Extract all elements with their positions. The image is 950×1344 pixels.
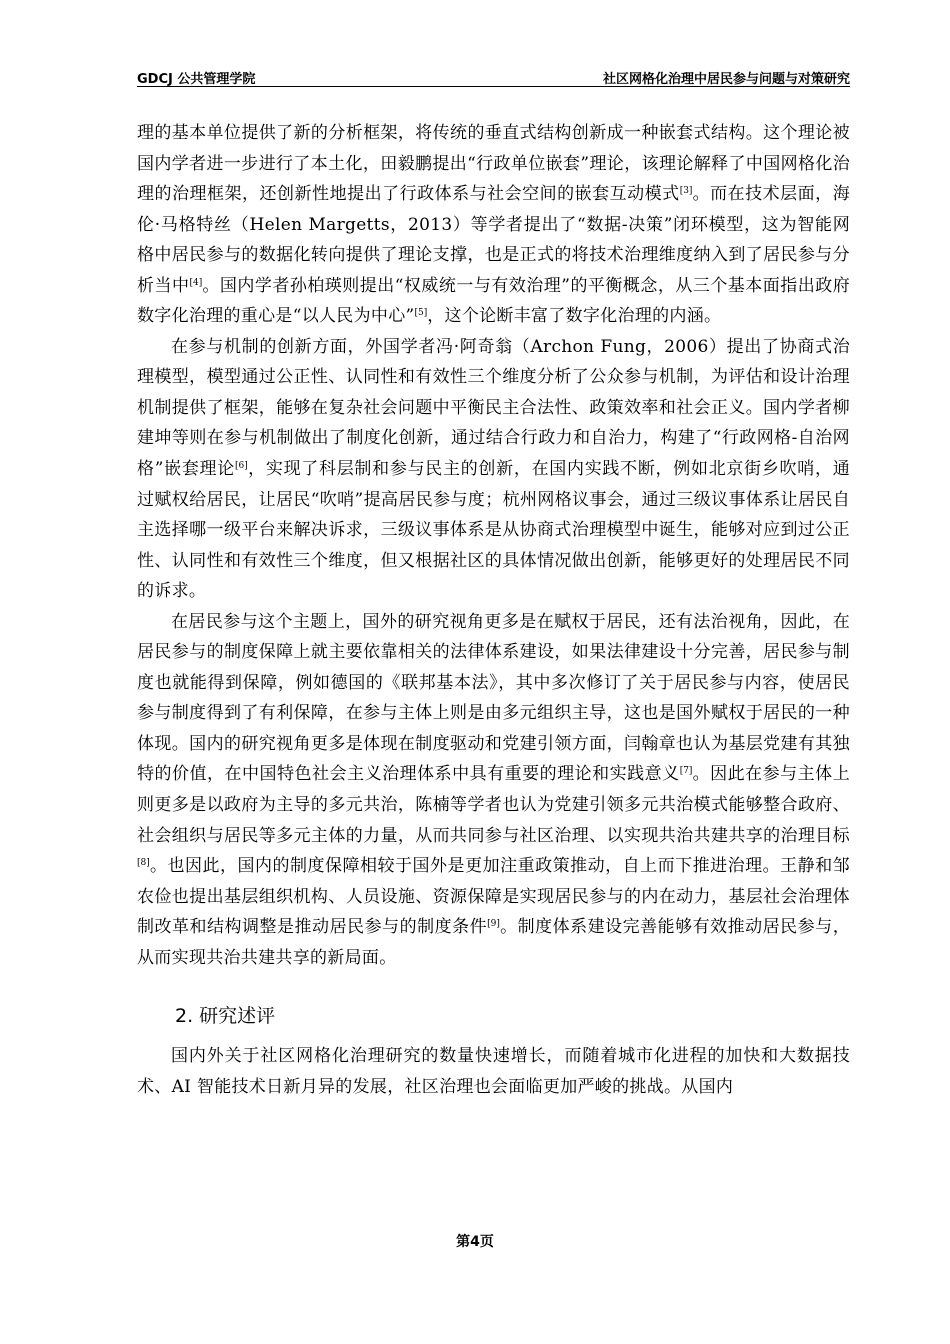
header-institution: GDCJ 公共管理学院 [137, 72, 256, 87]
paragraph-text: 在居民参与这个主题上，国外的研究视角更多是在赋权于居民，还有法治视角，因此，在居民参与的制度保障上就主要依靠相关的法律体系建设，如果法律建设十分完善，居民参与制度也就能得到保障，例如德国的《联邦基本法》，其中多次修订了关于居民参与内容，使居民参与制度得到了有利保障，在参与主体上则是由多元组织主导，这也是国外赋权于居民的一种体现。国内的研究视角更多是体现在制度驱动和党建引领方面，闫翰章也认为基层党建有其独特的价值，在中国特色社会主义治理体系中具有重要的理论和实践意义 [137, 611, 850, 785]
paragraph-text: 。也因此，国内的制度保障相较于国外是更加注重政策推动，自上而下推进治理。王静和邹农俭也提出基层组织机构、人员设施、资源保障是实现居民参与的内在动力，基层社会治理体制改革和结构调整是推动居民参与的制度条件 [137, 856, 850, 938]
citation-ref: [4] [189, 277, 203, 288]
paragraph-4 [137, 1041, 850, 1102]
paragraph-text: ，这个论断丰富了数字化治理的内涵。 [427, 306, 722, 327]
paragraph-text: 。制度体系建设完善能够有效推动居民参与，从而实现共治共建共享的新局面。 [137, 917, 850, 968]
section-heading: 2. 研究述评 [175, 1005, 276, 1028]
citation-ref: [6] [234, 461, 248, 472]
citation-ref: [9] [487, 919, 500, 930]
header-paper-title: 社区网格化治理中居民参与问题与对策研究 [602, 72, 850, 87]
body-text [137, 118, 850, 1102]
page-header [137, 70, 850, 87]
paragraph-1 [137, 118, 850, 332]
citation-ref: [3] [679, 186, 693, 197]
paragraph-text: 。因此在参与主体上则更多是以政府为主导的多元共治，陈楠等学者也认为党建引领多元共治模式能够整合政府、社会组织与居民等多元主体的力量，从而共同参与社区治理、以实现共治共建共享的治理目标 [137, 764, 850, 846]
citation-ref: [7] [679, 766, 693, 777]
paragraph-text: 国内外关于社区网格化治理研究的数量快速增长，而随着城市化进程的加快和大数据技术、AI 智能技术日新月异的发展，社区治理也会面临更加严峻的挑战。从国内 [137, 1046, 850, 1097]
paragraph-text: 理的基本单位提供了新的分析框架，将传统的垂直式结构创新成一种嵌套式结构。这个理论被国内学者进一步进行了本土化，田毅鹏提出“行政单位嵌套”理论，该理论解释了中国网格化治理的治理框架，还创新性地提出了行政体系与社会空间的嵌套互动模式 [137, 123, 850, 205]
paragraph-3 [137, 607, 850, 974]
citation-ref: [8] [137, 858, 150, 869]
paragraph-2 [137, 332, 850, 607]
page-number: 第4页 [456, 1234, 494, 1250]
paragraph-text: ，实现了科层制和参与民主的创新，在国内实践不断，例如北京街乡吹哨，通过赋权给居民，让居民“吹哨”提高居民参与度；杭州网格议事会，通过三级议事体系让居民自主选择哪一级平台来解决诉求，三级议事体系是从协商式治理模型中诞生，能够对应到过公正性、认同性和有效性三个维度，但又根据社区的具体情况做出创新，能够更好的处理居民不同的诉求。 [137, 459, 850, 602]
citation-ref: [5] [414, 308, 428, 319]
paragraph-text: 在参与机制的创新方面，外国学者冯·阿奇翁（Archon Fung，2006）提出了协商式治理模型，模型通过公正性、认同性和有效性三个维度分析了公众参与机制，为评估和设计治理机制提供了框架，能够在复杂社会问题中平衡民主合法性、政策效率和社会正义。国内学者柳建坤等则在参与机制做出了制度化创新，通过结合行政力和自治力，构建了“行政网格-自治网格”嵌套理论 [137, 336, 850, 480]
paragraph-text: 。国内学者孙柏瑛则提出“权威统一与有效治理”的平衡概念，从三个基本面指出政府数字化治理的重心是“以人民为中心” [137, 275, 851, 327]
paragraph-text: 。而在技术层面，海伦·马格特丝（Helen Margetts，2013）等学者提出了“数据-决策”闭环模型，这为智能网格中居民参与的数据化转向提供了理论支撑，也是正式的将技术治理维度纳入到了居民参与分析当中 [137, 184, 850, 296]
